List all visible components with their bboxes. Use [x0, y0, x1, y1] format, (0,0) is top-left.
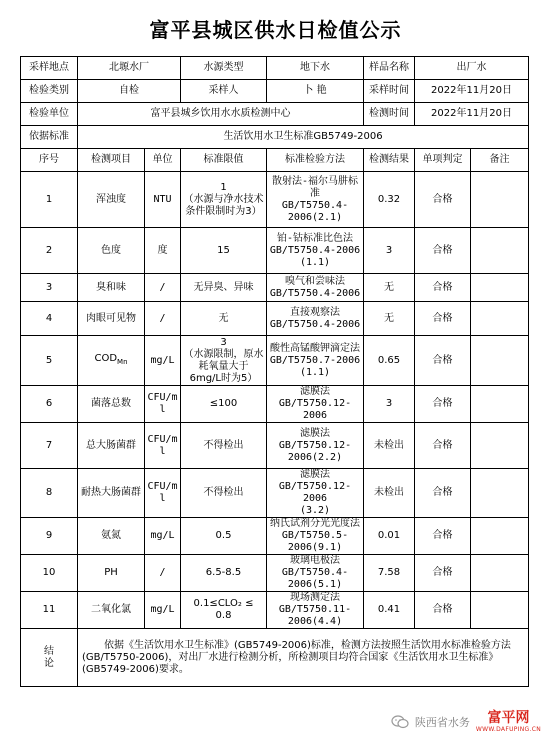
row-verdict: 合格	[415, 172, 471, 228]
row-no: 1	[21, 172, 78, 228]
info-row-standard	[21, 126, 529, 149]
row-no: 5	[21, 336, 78, 386]
sample-name-value: 出厂水	[415, 57, 529, 80]
row-no: 3	[21, 274, 78, 302]
row-no: 11	[21, 592, 78, 629]
row-method: 现场测定法 GB/T5750.11- 2006(4.4)	[267, 592, 364, 629]
inspection-type-value: 自检	[78, 80, 181, 103]
row-limit: 6.5-8.5	[181, 555, 267, 592]
row-item: 肉眼可见物	[78, 302, 145, 336]
row-limit: 3 （水源限制，原水耗氧量大于6mg/L时为5）	[181, 336, 267, 386]
watermark-box	[387, 710, 545, 734]
row-result: 7.58	[364, 555, 415, 592]
row-result: 0.32	[364, 172, 415, 228]
test-time-label: 检测时间	[364, 103, 415, 126]
inspection-type-label: 检验类别	[21, 80, 78, 103]
sampling-site-label: 采样地点	[21, 57, 78, 80]
row-verdict: 合格	[415, 302, 471, 336]
row-item-text: COD	[94, 353, 118, 364]
row-limit: 15	[181, 228, 267, 274]
site-logo-url: WWW.DAFUPING.CN	[475, 726, 541, 733]
row-remark	[471, 302, 529, 336]
row-limit: 不得检出	[181, 469, 267, 518]
row-limit: ≤100	[181, 386, 267, 423]
row-limit: 无	[181, 302, 267, 336]
row-item	[78, 336, 145, 386]
table-row	[21, 336, 529, 386]
table-row	[21, 518, 529, 555]
row-unit: /	[145, 555, 181, 592]
page-title: 富平县城区供水日检值公示	[149, 18, 402, 42]
row-result: 3	[364, 386, 415, 423]
row-remark	[471, 555, 529, 592]
row-unit: mg/L	[145, 592, 181, 629]
conclusion-row	[21, 629, 529, 687]
row-verdict: 合格	[415, 518, 471, 555]
row-no: 9	[21, 518, 78, 555]
inspection-table	[20, 56, 529, 687]
row-verdict: 合格	[415, 228, 471, 274]
row-item: 二氧化氯	[78, 592, 145, 629]
table-row	[21, 172, 529, 228]
row-remark	[471, 228, 529, 274]
table-row	[21, 386, 529, 423]
row-result: 0.41	[364, 592, 415, 629]
sampling-site-value: 北塬水厂	[78, 57, 181, 80]
row-unit: NTU	[145, 172, 181, 228]
row-item: 氨氮	[78, 518, 145, 555]
row-method: 滤膜法 GB/T5750.12- 2006(2.2)	[267, 423, 364, 469]
row-item: 菌落总数	[78, 386, 145, 423]
standard-label: 依据标准	[21, 126, 78, 149]
info-row-unit	[21, 103, 529, 126]
row-method: 玻璃电极法 GB/T5750.4-2006(5.1)	[267, 555, 364, 592]
row-verdict: 合格	[415, 555, 471, 592]
row-no: 10	[21, 555, 78, 592]
row-result: 无	[364, 274, 415, 302]
row-no: 2	[21, 228, 78, 274]
row-result: 未检出	[364, 469, 415, 518]
inspection-unit-value: 富平县城乡饮用水水质检测中心	[78, 103, 364, 126]
col-header-limit: 标准限值	[181, 149, 267, 172]
row-unit: CFU/ml	[145, 469, 181, 518]
row-remark	[471, 592, 529, 629]
row-remark	[471, 172, 529, 228]
row-method: 酸性高锰酸钾滴定法 GB/T5750.7-2006 (1.1)	[267, 336, 364, 386]
row-unit: CFU/ml	[145, 423, 181, 469]
row-unit: 度	[145, 228, 181, 274]
table-row	[21, 228, 529, 274]
col-header-item: 检测项目	[78, 149, 145, 172]
site-logo	[476, 711, 541, 733]
col-header-result: 检测结果	[364, 149, 415, 172]
row-limit: 1 （水源与净水技术条件限制时为3）	[181, 172, 267, 228]
watermark	[387, 707, 545, 737]
conclusion-label: 结 论	[21, 629, 78, 687]
sampler-label: 采样人	[181, 80, 267, 103]
row-unit: mg/L	[145, 336, 181, 386]
sample-name-label: 样品名称	[364, 57, 415, 80]
row-remark	[471, 423, 529, 469]
water-type-value: 地下水	[267, 57, 364, 80]
row-limit: 0.5	[181, 518, 267, 555]
wechat-icon	[391, 715, 409, 729]
row-unit: CFU/ml	[145, 386, 181, 423]
conclusion-text: 依据《生活饮用水卫生标准》(GB5749-2006)标准，检测方法按照生活饮用水标准检验方法(GB/T5750-2006)，对出厂水进行检测分析，所检测项目均符合国家《生活饮用水卫生标准》(GB5749-2006)要求。	[78, 629, 529, 687]
row-unit: mg/L	[145, 518, 181, 555]
row-method: 直接观察法 GB/T5750.4-2006	[267, 302, 364, 336]
row-item: 总大肠菌群	[78, 423, 145, 469]
row-no: 6	[21, 386, 78, 423]
table-row	[21, 592, 529, 629]
column-header-row	[21, 149, 529, 172]
info-row-site	[21, 57, 529, 80]
row-limit: 0.1≤CLO₂ ≤ 0.8	[181, 592, 267, 629]
sampling-time-label: 采样时间	[364, 80, 415, 103]
row-verdict: 合格	[415, 592, 471, 629]
col-header-method: 标准检验方法	[267, 149, 364, 172]
row-remark	[471, 274, 529, 302]
row-item: 耐热大肠菌群	[78, 469, 145, 518]
row-method: 纳氏试剂分光光度法 GB/T5750.5-2006(9.1)	[267, 518, 364, 555]
row-result: 3	[364, 228, 415, 274]
row-verdict: 合格	[415, 336, 471, 386]
row-no: 8	[21, 469, 78, 518]
row-remark	[471, 518, 529, 555]
row-result: 无	[364, 302, 415, 336]
test-time-value: 2022年11月20日	[415, 103, 529, 126]
table-row	[21, 302, 529, 336]
row-method: 嗅气和尝味法 GB/T5750.4-2006	[267, 274, 364, 302]
sampling-time-value: 2022年11月20日	[415, 80, 529, 103]
row-item: 色度	[78, 228, 145, 274]
table-row	[21, 555, 529, 592]
row-method: 散射法-福尔马肼标准 GB/T5750.4-2006(2.1)	[267, 172, 364, 228]
row-remark	[471, 469, 529, 518]
row-method: 滤膜法 GB/T5750.12-2006 (3.2)	[267, 469, 364, 518]
site-logo-text: 富平网	[487, 710, 530, 726]
table-row	[21, 274, 529, 302]
row-verdict: 合格	[415, 386, 471, 423]
table-row	[21, 423, 529, 469]
row-result: 0.01	[364, 518, 415, 555]
row-verdict: 合格	[415, 274, 471, 302]
col-header-verdict: 单项判定	[415, 149, 471, 172]
row-limit: 不得检出	[181, 423, 267, 469]
row-no: 4	[21, 302, 78, 336]
row-item: PH	[78, 555, 145, 592]
col-header-no: 序号	[21, 149, 78, 172]
data-rows	[21, 172, 529, 629]
inspection-unit-label: 检验单位	[21, 103, 78, 126]
row-result: 未检出	[364, 423, 415, 469]
col-header-unit: 单位	[145, 149, 181, 172]
row-method: 铂-钴标准比色法 GB/T5750.4-2006 (1.1)	[267, 228, 364, 274]
col-header-remark: 备注	[471, 149, 529, 172]
row-item: 浑浊度	[78, 172, 145, 228]
row-remark	[471, 336, 529, 386]
row-limit: 无异臭、异味	[181, 274, 267, 302]
row-method: 滤膜法 GB/T5750.12-2006	[267, 386, 364, 423]
row-item-subscript: Mn	[117, 358, 128, 366]
water-type-label: 水源类型	[181, 57, 267, 80]
sampler-value: 卜 艳	[267, 80, 364, 103]
standard-value: 生活饮用水卫生标准GB5749-2006	[78, 126, 529, 149]
row-unit: /	[145, 302, 181, 336]
row-verdict: 合格	[415, 469, 471, 518]
row-unit: /	[145, 274, 181, 302]
row-remark	[471, 386, 529, 423]
table-row	[21, 469, 529, 518]
row-result: 0.65	[364, 336, 415, 386]
row-no: 7	[21, 423, 78, 469]
info-row-type	[21, 80, 529, 103]
watermark-account: 陕西省水务	[414, 716, 470, 729]
row-item: 臭和味	[78, 274, 145, 302]
row-verdict: 合格	[415, 423, 471, 469]
